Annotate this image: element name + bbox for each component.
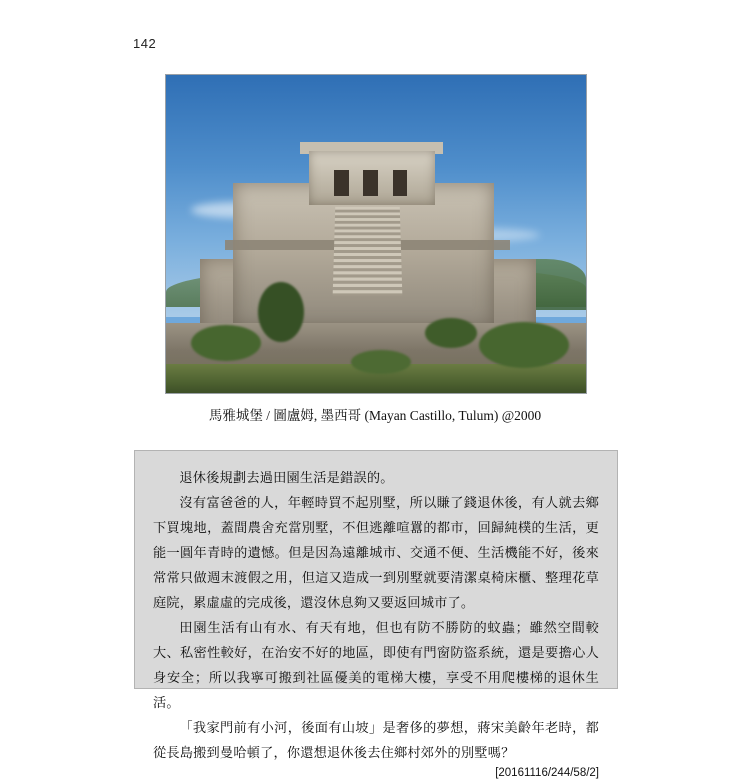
paragraph: 沒有富爸爸的人，年輕時買不起別墅，所以賺了錢退休後，有人就去鄉下買塊地，蓋間農舍充當別墅，不但逃離喧囂的都市，回歸純樸的生活，更能一圓年青時的遺憾。但是因為遠離城市、交通不便、生活機能不好，後來常常只做週末渡假之用，但這又造成一到別墅就要清潔桌椅床櫃、整理花草庭院，累虛虛的完成後，還沒休息夠又要返回城市了。 bbox=[153, 495, 599, 610]
figure-image-frame bbox=[165, 74, 587, 394]
paragraph: 「我家門前有小河，後面有山坡」是奢侈的夢想，蔣宋美齡年老時，都從長島搬到曼哈頓了，你還想退休後去住鄉村郊外的別墅嗎？ bbox=[153, 720, 599, 760]
temple-doorway bbox=[363, 170, 378, 195]
reference-code: [20161116/244/58/2] bbox=[495, 767, 599, 779]
page-number: 142 bbox=[133, 36, 157, 51]
paragraph: 退休後規劃去過田園生活是錯誤的。 bbox=[179, 470, 394, 485]
article-textbox bbox=[134, 450, 618, 779]
bush-shape bbox=[351, 350, 411, 374]
figure-caption: 馬雅城堡 / 圖盧姆, 墨西哥 (Mayan Castillo, Tulum) @2000 bbox=[208, 408, 542, 423]
paragraph: 田園生活有山有水、有天有地，但也有防不勝防的蚊蟲；雖然空間較大、私密性較好，在治安不好的地區，即使有門窗防盜系統，還是要擔心人身安全；所以我寧可搬到社區優美的電梯大樓，享受不用爬樓梯的退休生活。 bbox=[153, 620, 599, 710]
temple-staircase bbox=[333, 207, 403, 296]
bush-shape bbox=[479, 322, 569, 368]
mayan-castillo-photo bbox=[166, 75, 586, 393]
temple-doorway bbox=[334, 170, 349, 195]
temple-doorway bbox=[393, 170, 408, 195]
